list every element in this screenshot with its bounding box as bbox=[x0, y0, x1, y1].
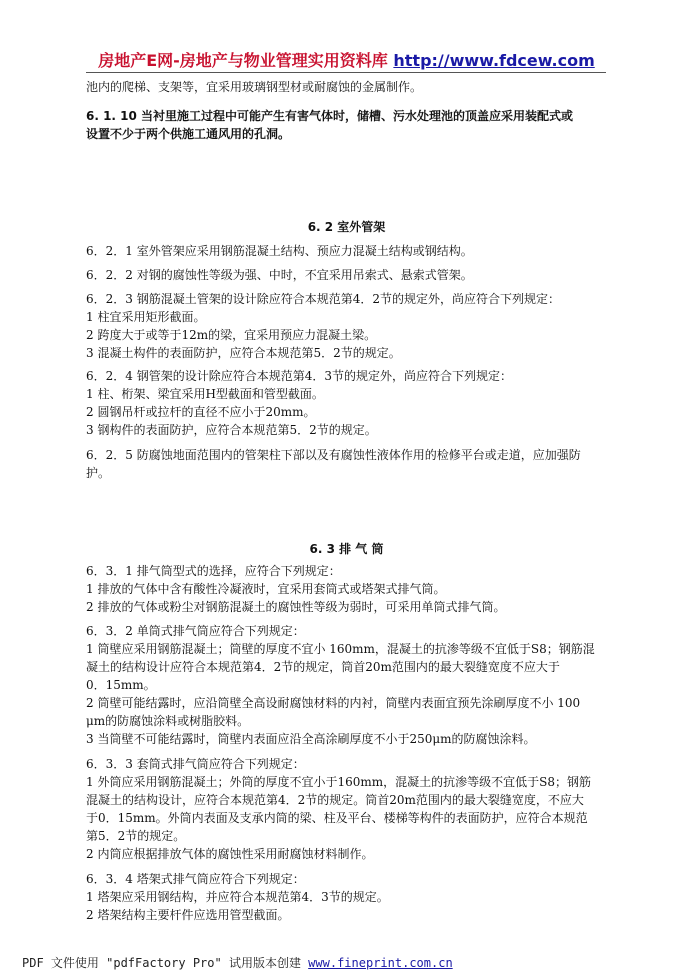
clause-6-3-2-line-7: 3 当筒壁不可能结露时，筒壁内表面应沿全高涂刷厚度不小于250μm的防腐蚀涂料。 bbox=[86, 732, 536, 746]
header-divider bbox=[86, 72, 606, 73]
clause-6-3-3-line-5: 第5．2节的规定。 bbox=[86, 829, 186, 843]
clause-6-2-3-line-3: 2 跨度大于或等于12m的梁，宜采用预应力混凝土梁。 bbox=[86, 328, 377, 342]
footer-link[interactable]: www.fineprint.com.cn bbox=[308, 956, 453, 970]
clause-6-1-10-line-2: 设置不少于两个供施工通风用的孔洞。 bbox=[86, 127, 291, 141]
pdf-footer bbox=[22, 954, 453, 971]
section-6-3-title: 6. 3 排 气 筒 bbox=[309, 542, 384, 556]
site-brand: 房地产E网-房地产与物业管理实用资料库 bbox=[98, 51, 388, 70]
clause-6-3-2-line-5: 2 筒壁可能结露时，应沿筒壁全高设耐腐蚀材料的内衬，筒壁内表面宜预先涂刷厚度不小 100 bbox=[86, 696, 581, 710]
clause-6-3-1-line-1: 6．3．1 排气筒型式的选择，应符合下列规定： bbox=[86, 564, 341, 578]
clause-6-2-4-line-2: 1 柱、桁架、梁宜采用H型截面和管型截面。 bbox=[86, 387, 324, 401]
site-header bbox=[0, 48, 693, 71]
clause-6-3-2-line-4: 0．15mm。 bbox=[86, 678, 156, 692]
clause-6-2-2: 6．2．2 对钢的腐蚀性等级为强、中时，不宜采用吊索式、悬索式管架。 bbox=[86, 268, 473, 282]
top-text: 池内的爬梯、支架等，宜采用玻璃钢型材或耐腐蚀的金属制作。 bbox=[86, 80, 423, 94]
clause-6-3-4-line-1: 6．3．4 塔架式排气筒应符合下列规定： bbox=[86, 872, 305, 886]
clause-6-3-2-line-3: 凝土的结构设计应符合本规范第4．2节的规定，筒首20m范围内的最大裂缝宽度不应大于 bbox=[86, 660, 560, 674]
clause-6-2-4-line-3: 2 圆钢吊杆或拉杆的直径不应小于20mm。 bbox=[86, 405, 316, 419]
clause-6-3-3-line-3: 混凝土的结构设计，应符合本规范第4．2节的规定。筒首20m范围内的最大裂缝宽度，不应大 bbox=[86, 793, 584, 807]
clause-6-3-1-line-3: 2 排放的气体或粉尘对钢筋混凝土的腐蚀性等级为弱时，可采用单筒式排气筒。 bbox=[86, 600, 506, 614]
clause-6-3-3-line-6: 2 内筒应根据排放气体的腐蚀性采用耐腐蚀材料制作。 bbox=[86, 847, 374, 861]
clause-6-1-10-line-1: 6. 1. 10 当衬里施工过程中可能产生有害气体时，储槽、污水处理池的顶盖应采用装配式或 bbox=[86, 109, 574, 123]
clause-6-2-3-line-2: 1 柱宜采用矩形截面。 bbox=[86, 310, 206, 324]
clause-6-3-2-line-2: 1 筒壁应采用钢筋混凝土；筒壁的厚度不宜小 160mm，混凝土的抗渗等级不宜低于S8；钢筋混 bbox=[86, 642, 595, 656]
clause-6-2-4-line-1: 6．2．4 钢管架的设计除应符合本规范第4．3节的规定外，尚应符合下列规定： bbox=[86, 369, 512, 383]
clause-6-3-4-line-2: 1 塔架应采用钢结构，并应符合本规范第4．3节的规定。 bbox=[86, 890, 389, 904]
clause-6-2-4-line-4: 3 钢构件的表面防护，应符合本规范第5．2节的规定。 bbox=[86, 423, 377, 437]
section-6-2-title: 6. 2 室外管架 bbox=[307, 220, 386, 234]
footer-text: PDF 文件使用 "pdfFactory Pro" 试用版本创建 bbox=[22, 956, 309, 970]
clause-6-2-5-line-1: 6．2．5 防腐蚀地面范围内的管架柱下部以及有腐蚀性液体作用的检修平台或走道，应加强防 bbox=[86, 448, 581, 462]
clause-6-3-4-line-3: 2 塔架结构主要杆件应选用管型截面。 bbox=[86, 908, 290, 922]
clause-6-3-3-line-1: 6．3．3 套筒式排气筒应符合下列规定： bbox=[86, 757, 305, 771]
clause-6-3-3-line-2: 1 外筒应采用钢筋混凝土；外筒的厚度不宜小于160mm，混凝土的抗渗等级不宜低于S8；钢筋 bbox=[86, 775, 591, 789]
clause-6-2-5-line-2: 护。 bbox=[86, 466, 111, 480]
clause-6-2-3-line-4: 3 混凝土构件的表面防护，应符合本规范第5．2节的规定。 bbox=[86, 346, 401, 360]
clause-6-3-1-line-2: 1 排放的气体中含有酸性冷凝液时，宜采用套筒式或塔架式排气筒。 bbox=[86, 582, 446, 596]
clause-6-3-2-line-6: μm的防腐蚀涂料或树脂胶料。 bbox=[86, 714, 250, 728]
clause-6-3-3-line-4: 于0．15mm。外筒内表面及支承内筒的梁、柱及平台、楼梯等构件的表面防护，应符合本规范 bbox=[86, 811, 588, 825]
clause-6-2-3-line-1: 6．2．3 钢筋混凝土管架的设计除应符合本规范第4．2节的规定外，尚应符合下列规定： bbox=[86, 292, 560, 306]
clause-6-3-2-line-1: 6．3．2 单筒式排气筒应符合下列规定： bbox=[86, 624, 305, 638]
site-url-link[interactable]: http://www.fdcew.com bbox=[393, 51, 595, 70]
clause-6-2-1: 6．2．1 室外管架应采用钢筋混凝土结构、预应力混凝土结构或钢结构。 bbox=[86, 244, 473, 258]
